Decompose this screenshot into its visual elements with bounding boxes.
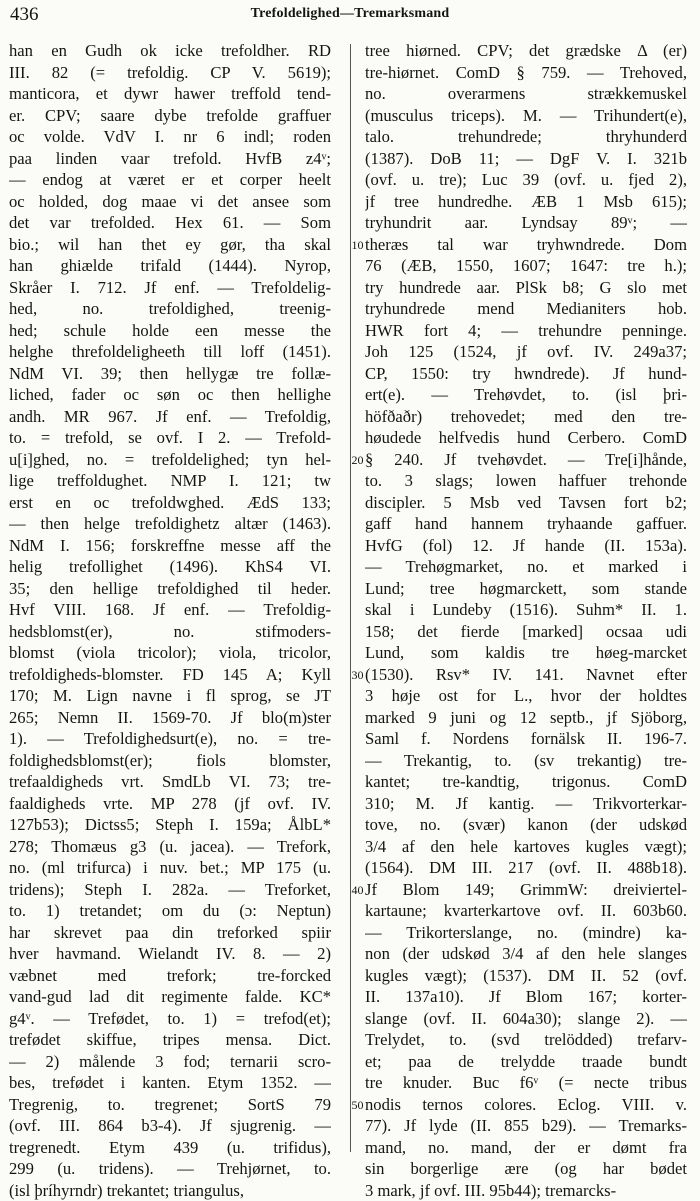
text-line: andh. MR 967. Jf enf. — Trefoldig, — [9, 406, 331, 428]
text-line: höfðaðr) trehovedet; med den tre- — [365, 406, 687, 428]
text-line: (isl þríhyrndr) trekantet; triangulus, — [9, 1180, 331, 1201]
text-line: bes, trefødet i kanten. Etym 1352. — — [9, 1072, 331, 1094]
text-line: trefødet skiffue, tripes mensa. Dict. — [9, 1029, 331, 1051]
text-line: helghe threfoldeligheeth till loff (1451). — [9, 341, 331, 363]
line-number: 30 — [351, 668, 364, 682]
text-line: Skråer I. 712. Jf enf. — Trefoldelig- — [9, 277, 331, 299]
text-line: Trelydet, to. (svd trelödded) trefarv- — [365, 1029, 687, 1051]
text-line: manticora, et dywr hawer treffold tend- — [9, 83, 331, 105]
text-line: 3/4 af den hele kartoves kugles vægt); — [365, 836, 687, 858]
text-line: — Trehøgmarket, no. et marked i — [365, 556, 687, 578]
text-line: — Trekantig, to. (sv trekantig) tre- — [365, 750, 687, 772]
text-line: HvfG (fol) 12. Jf hande (II. 153a). — [365, 535, 687, 557]
text-line: trefoldigheds-blomster. FD 145 A; Kyll — [9, 664, 331, 686]
text-line: — Trikorterslange, no. (mindre) ka- — [365, 922, 687, 944]
text-line: try hundrede aar. PlSk b8; G slo met — [365, 277, 687, 299]
text-line: 158; det fierde [marked] ocsaa udi — [365, 621, 687, 643]
text-line: (1530). Rsv* IV. 141. Navnet efter — [365, 664, 687, 686]
text-line: Saml f. Nordens fornälsk II. 196-7. — [365, 728, 687, 750]
text-line: hedsblomst(er), no. stifmoders- — [9, 621, 331, 643]
text-line: therӕs tal war tryhwndrede. Dom — [365, 234, 687, 256]
text-line: (1387). DoB 11; — DgF V. I. 321b — [365, 148, 687, 170]
text-line: discipler. 5 Msb ved Tavsen fort b2; — [365, 492, 687, 514]
text-line: non (der udskød 3/4 af den hele slanges — [365, 943, 687, 965]
text-line: tove, no. (svær) kanon (der udskød — [365, 814, 687, 836]
text-line: liched, fader oc søn oc then hellighe — [9, 384, 331, 406]
text-line: 278; Thomæus g3 (u. jacea). — Trefork, — [9, 836, 331, 858]
text-line: høudede helfvedis hund Cerbero. ComD — [365, 427, 687, 449]
text-line: et; paa de trelydde traade bundt — [365, 1051, 687, 1073]
text-line: han en Gudh ok icke trefoldher. RD — [9, 40, 331, 62]
text-line: no. (ml trifurca) i nuv. bet.; MP 175 (u. — [9, 857, 331, 879]
text-line: 265; Nemn II. 1569-70. Jf blo(m)ster — [9, 707, 331, 729]
text-line: jf tree hundredhe. ÆB 1 Msb 615); — [365, 191, 687, 213]
text-line: 76 (ÆB, 1550, 1607; 1647: tre h.); — [365, 255, 687, 277]
text-line: (ovf. u. tre); Luc 39 (ovf. u. fjed 2), — [365, 169, 687, 191]
text-line: hed, no. trefoldighed, treenig- — [9, 298, 331, 320]
text-line: faaldigheds vrte. MP 278 (jf ovf. IV. — [9, 793, 331, 815]
text-line: tryhundrit aar. Lyndsay 89ᵛ; — — [365, 212, 687, 234]
line-number: 40 — [351, 883, 364, 897]
text-line: sin borgerlige ære (og har bødet — [365, 1158, 687, 1180]
line-number: 50 — [351, 1098, 364, 1112]
left-column — [9, 40, 331, 1201]
line-number: 10 — [351, 238, 364, 252]
text-line: (1564). DM III. 217 (ovf. II. 488b18). — [365, 857, 687, 879]
text-line: foldighedsblomst(er); fiols blomster, — [9, 750, 331, 772]
text-line: erst en oc trefoldwghed. ÆdS 133; — [9, 492, 331, 514]
text-line: Lund, som kaldis tre høeg-marcket — [365, 642, 687, 664]
text-line: Joh 125 (1524, jf ovf. IV. 249a37; — [365, 341, 687, 363]
text-line: tridens); Steph I. 282a. — Treforket, — [9, 879, 331, 901]
text-line: gaff hand hannem tryhaande gaffuer. — [365, 513, 687, 535]
text-line: NdM VI. 39; then hellygæ tre follæ- — [9, 363, 331, 385]
text-line: væbnet med trefork; tre-forcked — [9, 965, 331, 987]
text-line: 3 høje ost for L., hvor der holdtes — [365, 685, 687, 707]
text-line: kantet; tre-kandtig, trigonus. ComD — [365, 771, 687, 793]
text-line: 1). — Trefoldighedsurt(e), no. = tre- — [9, 728, 331, 750]
text-line: to. = trefold, se ovf. I 2. — Trefold- — [9, 427, 331, 449]
text-line: talo. trehundrede; thryhunderd — [365, 126, 687, 148]
text-line: kugles vægt); (1537). DM II. 52 (ovf. — [365, 965, 687, 987]
text-line: § 240. Jf tvehøvdet. — Tre[i]hånde, — [365, 449, 687, 471]
text-line: II. 137a10). Jf Blom 167; korter- — [365, 986, 687, 1008]
text-line: no. overarmens strækkemuskel — [365, 83, 687, 105]
text-line: (musculus triceps). M. — Trihundert(e), — [365, 105, 687, 127]
text-line: tregrenedt. Etym 439 (u. trifidus), — [9, 1137, 331, 1159]
text-line: oc holded, dog maae vi det ansee som — [9, 191, 331, 213]
text-line: vand-gud lad dit regimente falde. KC* — [9, 986, 331, 1008]
text-line: (ovf. III. 864 b3-4). Jf sjugrenig. — — [9, 1115, 331, 1137]
text-line: mand, no. mand, der er dømt fra — [365, 1137, 687, 1159]
text-line: CP, 1550: try hwndrede). Jf hund- — [365, 363, 687, 385]
text-line: g4ᵛ. — Trefødet, to. 1) = trefod(et); — [9, 1008, 331, 1030]
text-line: tre-hiørnet. ComD § 759. — Trehoved, — [365, 62, 687, 84]
text-line: bio.; wil han thet ey gør, tha skal — [9, 234, 331, 256]
text-line: helig trefollighet (1496). KhS4 VI. — [9, 556, 331, 578]
text-line: HWR fort 4; — trehundre penninge. — [365, 320, 687, 342]
text-line: har skrevet paa din treforked spiir — [9, 922, 331, 944]
running-title: Trefoldelighed—Tremarksmand — [0, 6, 700, 22]
page-header — [0, 0, 700, 30]
text-line: — then helge trefoldighetz altær (1463). — [9, 513, 331, 535]
text-line: slange (ovf. II. 604a30); slange 2). — — [365, 1008, 687, 1030]
text-line: Jf Blom 149; GrimmW: dreiviertel- — [365, 879, 687, 901]
text-line: — endog at været er et corper heelt — [9, 169, 331, 191]
text-line: — 2) målende 3 fod; ternarii scro- — [9, 1051, 331, 1073]
text-line: hed; schule holde een messe the — [9, 320, 331, 342]
text-line: Tregrenig, to. tregrenet; SortS 79 — [9, 1094, 331, 1116]
text-line: nodis ternos colores. Eclog. VIII. v. — [365, 1094, 687, 1116]
right-column — [365, 40, 687, 1201]
text-line: u[i]ghed, no. = trefoldelighed; tyn hel- — [9, 449, 331, 471]
text-line: 170; M. Lign navne i fl sprog, se JT — [9, 685, 331, 707]
line-number: 20 — [351, 453, 364, 467]
text-line: oc volde. VdV I. nr 6 indl; roden — [9, 126, 331, 148]
text-line: to. 1) tretandet; om du (ɔ: Neptun) — [9, 900, 331, 922]
text-line: NdM I. 156; forskreffne messe aff the — [9, 535, 331, 557]
text-line: 299 (u. tridens). — Trehjørnet, to. — [9, 1158, 331, 1180]
text-line: tryhundrede mend Medianiters hob. — [365, 298, 687, 320]
text-line: er. CPV; saare dybe trefolde graffuer — [9, 105, 331, 127]
text-line: skal i Lundeby (1516). Suhm* II. 1. — [365, 599, 687, 621]
text-line: kartaune; kvarterkartove ovf. II. 603b60. — [365, 900, 687, 922]
text-line: 310; M. Jf kantig. — Trikvorterkar- — [365, 793, 687, 815]
text-line: ert(e). — Trehøvdet, to. (isl þri- — [365, 384, 687, 406]
text-line: hver havmand. Wielandt IV. 8. — 2) — [9, 943, 331, 965]
column-divider — [350, 44, 351, 1152]
text-line: han ghiælde trifald (1444). Nyrop, — [9, 255, 331, 277]
text-line: to. 3 slags; lowen haffuer trehonde — [365, 470, 687, 492]
text-line: 77). Jf lyde (II. 855 b29). — Tremarks- — [365, 1115, 687, 1137]
text-line: lige treffoldughet. NMP I. 121; tw — [9, 470, 331, 492]
text-line: 127b53); Dictss5; Steph I. 159a; ÅlbL* — [9, 814, 331, 836]
text-line: tre knuder. Buc f6ᵛ (= necte tribus — [365, 1072, 687, 1094]
text-line: Hvf VIII. 168. Jf enf. — Trefoldig- — [9, 599, 331, 621]
text-line: 35; den hellige trefoldighed til heder. — [9, 578, 331, 600]
text-line: paa linden vaar trefold. HvfB z4ᵛ; — [9, 148, 331, 170]
text-line: marked 9 juni og 12 septb., jf Sjöborg, — [365, 707, 687, 729]
text-line: III. 82 (= trefoldig. CP V. 5619); — [9, 62, 331, 84]
text-line: det var trefolded. Hex 61. — Som — [9, 212, 331, 234]
page-number: 436 — [10, 4, 39, 26]
text-line: blomst (viola tricolor); viola, tricolor, — [9, 642, 331, 664]
text-line: Lund; tree høgmarckett, som stande — [365, 578, 687, 600]
text-line: trefaaldigheds vrt. SmdLb VI. 73; tre- — [9, 771, 331, 793]
text-line: tree hiørned. CPV; det grædske Δ (er) — [365, 40, 687, 62]
text-line: 3 mark, jf ovf. III. 95b44); tremarcks- — [365, 1180, 687, 1201]
